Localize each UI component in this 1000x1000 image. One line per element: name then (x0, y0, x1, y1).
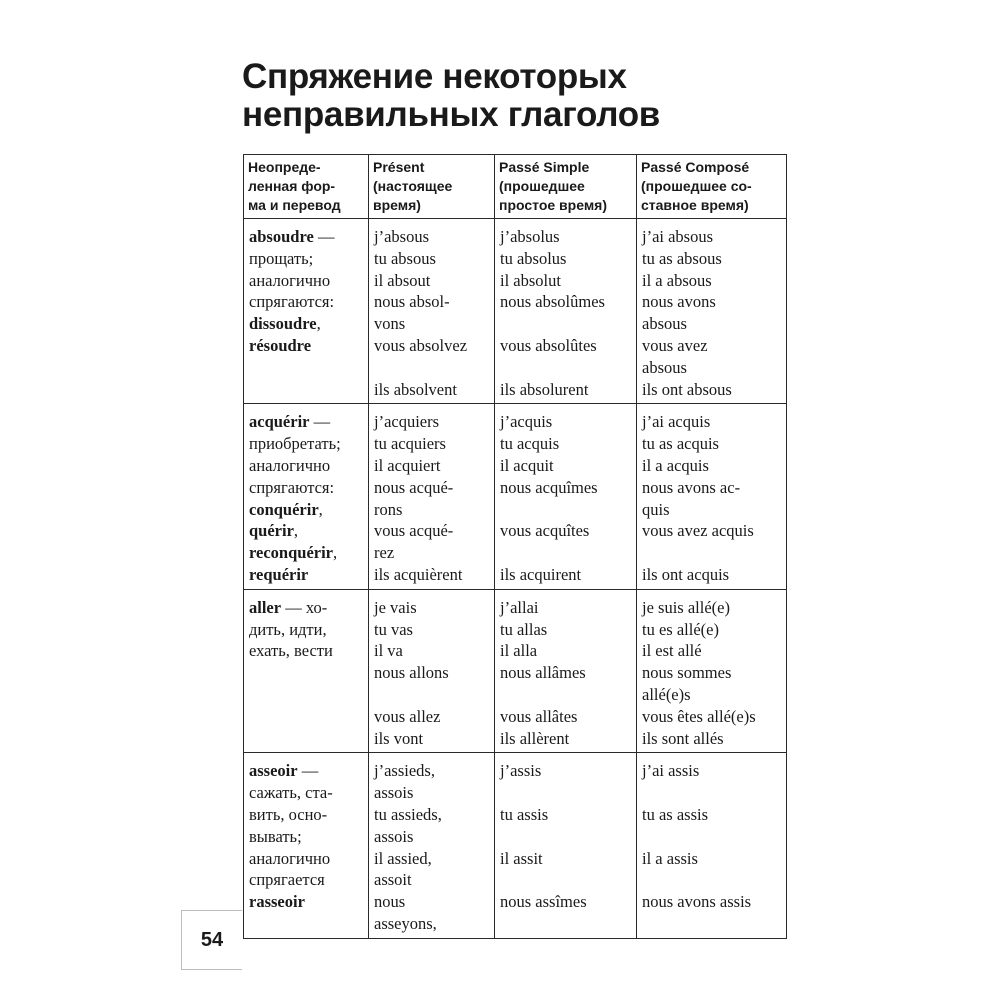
conjugation-form: tu vas (374, 619, 413, 639)
verb-name: acquérir (249, 412, 310, 432)
conjugation-form (374, 684, 492, 706)
conjugation-form: allé(e)s (642, 684, 691, 704)
table-row (244, 589, 787, 753)
infinitive-line (249, 520, 366, 542)
conjugation-form: il est allé (642, 641, 702, 661)
translation-text: — (313, 227, 335, 246)
title-line-1: Спряжение некоторых (242, 57, 627, 96)
conjugation-form: vous acquîtes (500, 521, 590, 541)
conjugation-form: tu as acquis (642, 434, 719, 454)
conjugation-form: il assit (500, 848, 543, 868)
title-line-2: неправильных глаголов (242, 95, 660, 134)
infinitive-line (249, 499, 366, 521)
present-cell (369, 404, 495, 589)
page-number (181, 910, 242, 970)
conjugation-form: il acquit (500, 455, 554, 475)
conjugation-form (500, 782, 634, 804)
conjugation-form: j’allai (500, 597, 539, 617)
infinitive-cell (244, 219, 369, 404)
conjugation-form: ils ont absous (642, 379, 732, 399)
infinitive-line (249, 760, 366, 782)
conjugation-form: ils allèrent (500, 728, 570, 748)
page-number-text: 54 (200, 928, 224, 951)
infinitive-cell (244, 404, 369, 589)
conjugation-form: vous absolûtes (500, 335, 597, 355)
infinitive-line (249, 564, 366, 586)
infinitive-line (249, 619, 366, 641)
conjugation-form: j’assieds, (374, 761, 435, 781)
infinitive-line (249, 248, 366, 270)
infinitive-line (249, 313, 366, 335)
conjugation-form: j’absolus (500, 227, 560, 246)
conjugation-form (500, 869, 634, 891)
conjugation-form: j’ai absous (642, 227, 714, 246)
page-title (242, 58, 660, 134)
verb-name: absoudre (249, 227, 314, 246)
conjugation-form: vous absolvez (374, 335, 468, 355)
conjugation-form: vous avez acquis (642, 521, 754, 541)
conjugation-form: nous avons assis (642, 892, 752, 912)
translation-text: , (318, 499, 323, 519)
conjugation-form: tu allas (500, 619, 548, 639)
verb-name: reconquérir (249, 543, 334, 563)
conjugation-form: tu absolus (500, 248, 567, 268)
conjugation-form: ils absolvent (374, 379, 457, 399)
translation-text: — (297, 761, 319, 781)
conjugation-form: il va (374, 641, 403, 661)
header-passe-simple: Passé Simple (прошедшее простое время) (495, 155, 637, 219)
conjugation-form (642, 542, 784, 564)
table-header-row (244, 155, 787, 219)
conjugation-form: asseyons, (374, 913, 437, 933)
conjugation-form: vous avez (642, 335, 708, 355)
present-cell (369, 219, 495, 404)
infinitive-cell (244, 589, 369, 753)
conjugation-form: vous allez (374, 706, 441, 726)
conjugation-form: il acquiert (374, 455, 441, 475)
conjugation-form: j’absous (374, 227, 429, 246)
conjugation-form: nous avons ac- (642, 477, 741, 497)
conjugation-form: nous (374, 892, 406, 912)
conjugation-form (374, 357, 492, 379)
table-row (244, 219, 787, 404)
table-row (244, 753, 787, 938)
conjugation-form (500, 313, 634, 335)
translation-text: , (316, 314, 321, 334)
translation-text: прощать; (249, 248, 314, 268)
conjugation-form: il absout (374, 270, 431, 290)
conjugation-form: nous absol- (374, 292, 450, 312)
conjugation-form: je suis allé(e) (642, 597, 730, 617)
infinitive-line (249, 782, 366, 804)
conjugation-form: nous allons (374, 663, 449, 683)
passe-simple-cell (495, 589, 637, 753)
conjugation-form: nous absolûmes (500, 292, 605, 312)
conjugation-form: ils absolurent (500, 379, 589, 399)
conjugation-form: tu as absous (642, 248, 722, 268)
infinitive-line (249, 226, 366, 248)
conjugation-form: il a acquis (642, 455, 709, 475)
conjugation-form: j’acquis (500, 412, 553, 432)
conjugation-form: ils vont (374, 728, 424, 748)
conjugation-form (642, 826, 784, 848)
infinitive-line (249, 848, 366, 870)
translation-text: аналогично (249, 848, 331, 868)
infinitive-line (249, 869, 366, 891)
infinitive-line (249, 826, 366, 848)
translation-text: — хо- (281, 597, 328, 617)
infinitive-line (249, 291, 366, 313)
conjugation-form: il a assis (642, 848, 698, 868)
verb-name: dissoudre (249, 314, 317, 334)
conjugation-form: rons (374, 499, 403, 519)
conjugation-form: tu absous (374, 248, 436, 268)
conjugation-form: il assied, (374, 848, 432, 868)
translation-text: , (293, 521, 299, 541)
present-cell (369, 589, 495, 753)
conjugation-form: ils acquièrent (374, 564, 463, 584)
translation-text: аналогично (249, 270, 331, 290)
conjugation-form: nous allâmes (500, 663, 586, 683)
infinitive-line (249, 270, 366, 292)
translation-text: — (309, 412, 331, 432)
conjugation-form: absous (642, 314, 687, 334)
conjugation-form: assois (374, 826, 414, 846)
infinitive-line (249, 411, 366, 433)
conjugation-form: j’ai assis (642, 761, 700, 781)
conjugation-form: rez (374, 543, 395, 563)
conjugation-form: tu assieds, (374, 804, 442, 824)
translation-text: сажать, ста- (249, 783, 333, 803)
passe-simple-cell (495, 404, 637, 589)
passe-simple-cell (495, 753, 637, 938)
translation-text: аналогично (249, 455, 331, 475)
infinitive-line (249, 455, 366, 477)
translation-text: приобретать; (249, 434, 341, 454)
conjugation-form: j’assis (500, 761, 542, 781)
translation-text: спрягается (249, 870, 325, 890)
conjugation-form (500, 684, 634, 706)
conjugation-form: ils acquirent (500, 564, 582, 584)
verb-name: résoudre (249, 335, 312, 355)
table-body (244, 219, 787, 939)
translation-text: вывать; (249, 826, 302, 846)
conjugation-form: il alla (500, 641, 538, 661)
passe-compose-cell (637, 753, 787, 938)
conjugation-form: nous sommes (642, 663, 732, 683)
conjugation-form: je vais (374, 597, 417, 617)
translation-text: спрягаются: (249, 477, 335, 497)
infinitive-line (249, 804, 366, 826)
verb-name: rasseoir (249, 892, 305, 912)
conjugation-form: tu acquis (500, 434, 560, 454)
conjugation-form: quis (642, 499, 670, 519)
infinitive-line (249, 433, 366, 455)
conjugation-form: ils ont acquis (642, 564, 730, 584)
verb-name: conquérir (249, 499, 319, 519)
header-passe-compose: Passé Composé (прошедшее со- ставное время) (637, 155, 787, 219)
infinitive-cell (244, 753, 369, 938)
conjugation-form: nous assîmes (500, 892, 587, 912)
passe-compose-cell (637, 589, 787, 753)
conjugation-form: nous acqué- (374, 477, 454, 497)
verb-name: aller (249, 597, 282, 617)
conjugation-form: absous (642, 357, 687, 377)
conjugation-form (500, 542, 634, 564)
conjugation-form: vons (374, 314, 406, 334)
infinitive-line (249, 542, 366, 564)
conjugation-form: assois (374, 783, 414, 803)
translation-text: ехать, вести (249, 641, 333, 661)
conjugation-form: vous acqué- (374, 521, 454, 541)
table-row (244, 404, 787, 589)
conjugation-form: tu assis (500, 804, 549, 824)
infinitive-line (249, 597, 366, 619)
conjugation-form: j’ai acquis (642, 412, 711, 432)
passe-compose-cell (637, 404, 787, 589)
conjugation-form: vous êtes allé(e)s (642, 706, 756, 726)
header-present: Présent (настоящее время) (369, 155, 495, 219)
infinitive-line (249, 335, 366, 357)
passe-simple-cell (495, 219, 637, 404)
translation-text: дить, идти, (249, 619, 327, 639)
conjugation-form: nous avons (642, 292, 716, 312)
conjugation-form (500, 499, 634, 521)
conjugation-form: ils sont allés (642, 728, 724, 748)
conjugation-form (642, 782, 784, 804)
conjugation-table (243, 154, 787, 939)
conjugation-form: j’acquiers (374, 412, 440, 432)
conjugation-form: tu as assis (642, 804, 708, 824)
conjugation-form: nous acquîmes (500, 477, 598, 497)
infinitive-line (249, 640, 366, 662)
conjugation-form: assoit (374, 870, 412, 890)
infinitive-line (249, 891, 366, 913)
translation-text: спрягаются: (249, 292, 335, 312)
translation-text: , (333, 543, 338, 563)
conjugation-form (500, 826, 634, 848)
verb-name: requérir (249, 564, 309, 584)
header-infinitive: Неопреде- ленная фор- ма и перевод (244, 155, 369, 219)
passe-compose-cell (637, 219, 787, 404)
conjugation-form: vous allâtes (500, 706, 578, 726)
infinitive-line (249, 477, 366, 499)
conjugation-form: il a absous (642, 270, 712, 290)
conjugation-form: tu es allé(e) (642, 619, 719, 639)
conjugation-form (500, 357, 634, 379)
verb-name: quérir (249, 521, 294, 541)
verb-name: asseoir (249, 761, 298, 781)
conjugation-form (642, 869, 784, 891)
translation-text: вить, осно- (249, 804, 328, 824)
conjugation-form: il absolut (500, 270, 561, 290)
present-cell (369, 753, 495, 938)
conjugation-form: tu acquiers (374, 434, 446, 454)
